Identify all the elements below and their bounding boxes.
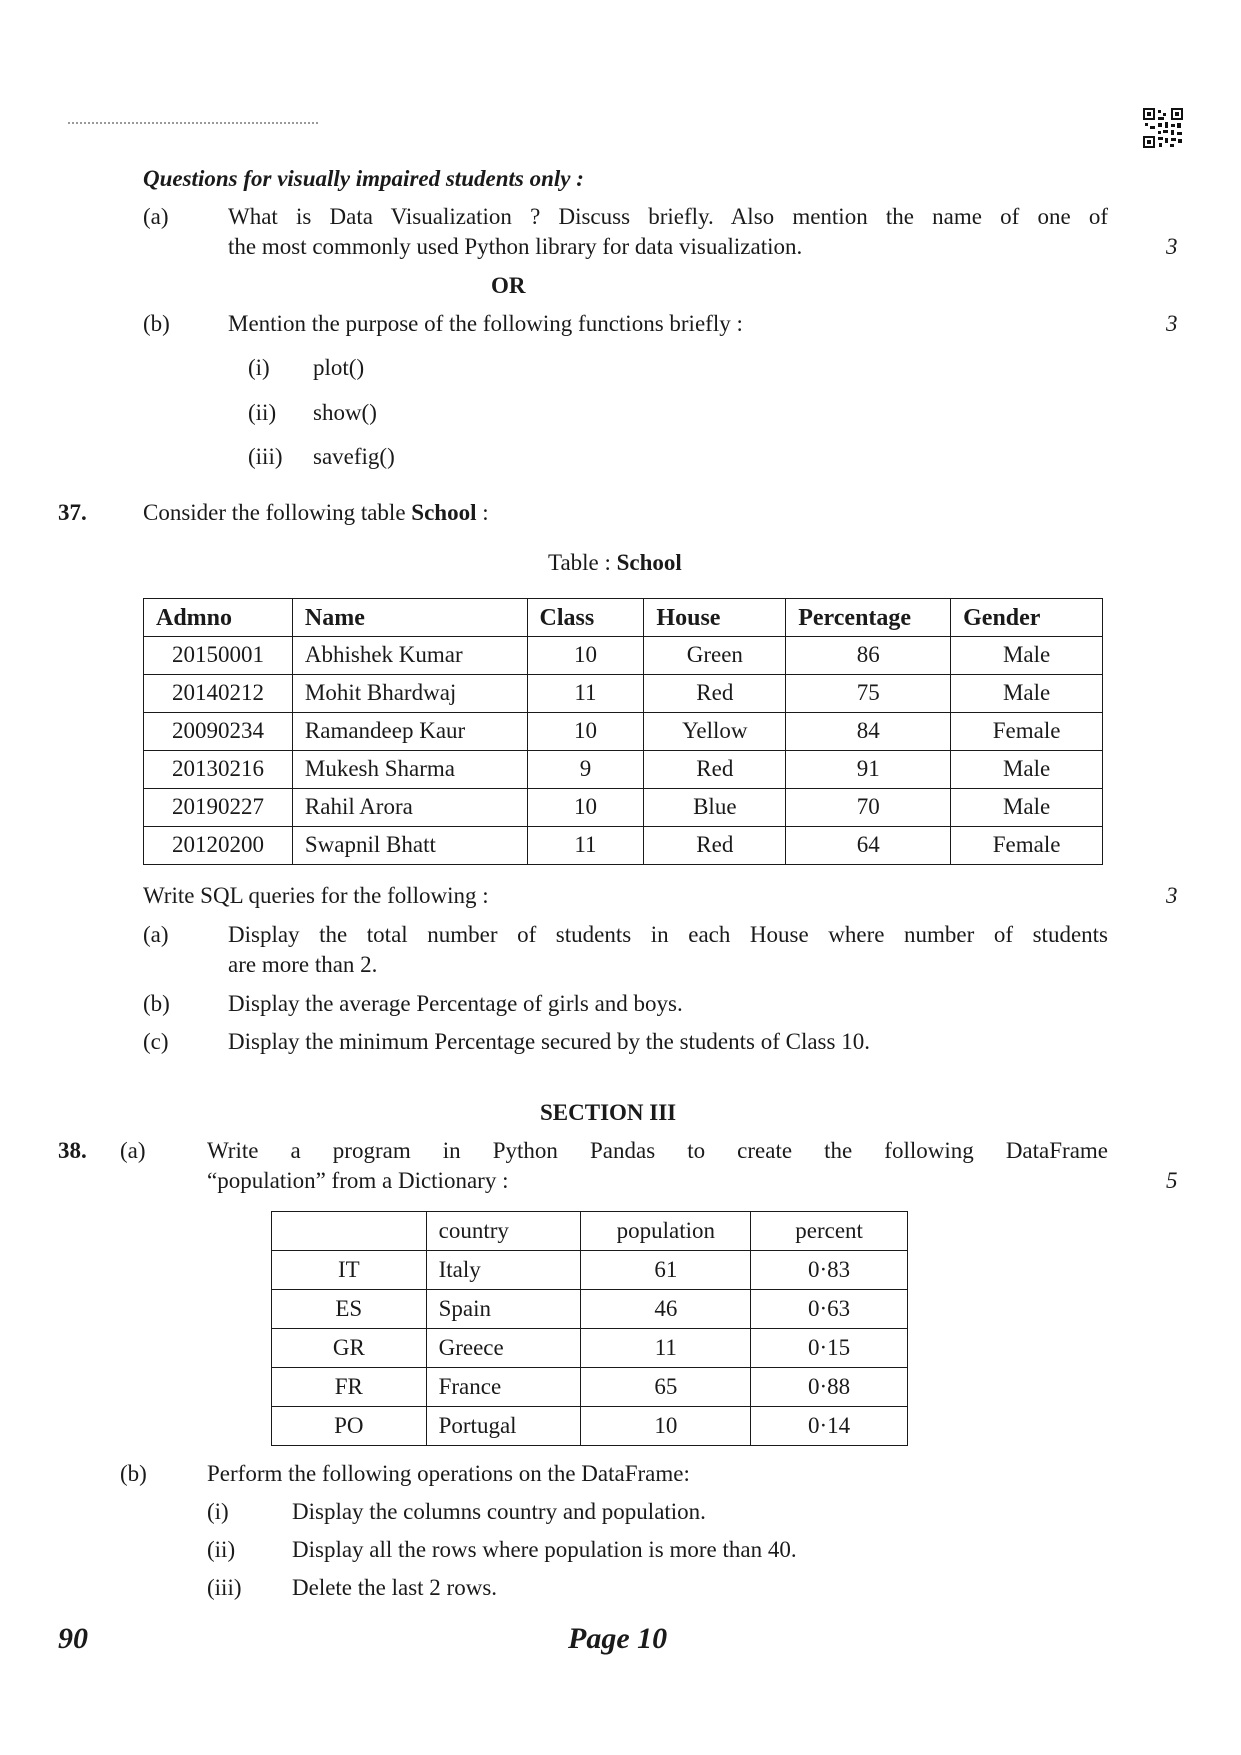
header-rule [68,122,318,124]
paper-code: 90 [58,1622,88,1655]
q37-part-text: Display the total number of students in each House where number of students [228,922,1108,947]
table-header-row [272,1212,908,1251]
table-header-row [144,599,1103,637]
cell-population: 46 [581,1290,751,1329]
q37-part-label: (a) [143,922,169,947]
vi-a-label: (a) [143,204,169,229]
q38-a-line1: Write a program in Python Pandas to create the following DataFrame [207,1138,1108,1163]
vi-b-text: Mention the purpose of the following functions briefly : [228,311,743,336]
q37-intro-post: : [476,500,489,525]
cell-percent: 0·83 [751,1251,908,1290]
vi-a-line2: the most commonly used Python library for data visualization. [228,234,803,259]
cell-index: PO [272,1407,427,1446]
cell-population: 61 [581,1251,751,1290]
q38-number: 38. [58,1138,87,1163]
column-header: Class [527,599,644,637]
vi-b-item-num: (ii) [248,400,277,425]
cell-country: Spain [426,1290,581,1329]
cell-name: Swapnil Bhatt [292,827,527,865]
table-row [272,1329,908,1368]
cell-gender: Male [951,675,1103,713]
vi-heading: Questions for visually impaired students only : [143,166,584,191]
cell-house: Red [644,751,786,789]
cell-index: ES [272,1290,427,1329]
cell-house: Red [644,827,786,865]
cell-country: Portugal [426,1407,581,1446]
cell-admno: 20140212 [144,675,293,713]
cell-class: 10 [527,789,644,827]
cell-house: Green [644,637,786,675]
cell-population: 65 [581,1368,751,1407]
cell-class: 11 [527,675,644,713]
table-row [272,1368,908,1407]
cell-class: 10 [527,637,644,675]
q37-part-label: (c) [143,1029,169,1054]
cell-percentage: 91 [786,751,951,789]
cell-name: Ramandeep Kaur [292,713,527,751]
cell-index: IT [272,1251,427,1290]
cell-country: France [426,1368,581,1407]
cell-population: 11 [581,1329,751,1368]
q38-b-item-text: Display all the rows where population is more than 40. [292,1537,797,1562]
cell-percent: 0·88 [751,1368,908,1407]
vi-b-label: (b) [143,311,170,336]
cell-name: Abhishek Kumar [292,637,527,675]
table-row [272,1251,908,1290]
cell-admno: 20150001 [144,637,293,675]
column-header: Percentage [786,599,951,637]
population-dataframe-table [271,1211,908,1446]
column-header: Admno [144,599,293,637]
cell-class: 11 [527,827,644,865]
table-row [272,1290,908,1329]
vi-or: OR [491,273,526,298]
q37-write-sql: Write SQL queries for the following : [143,883,489,908]
cell-house: Blue [644,789,786,827]
cell-index: GR [272,1329,427,1368]
cell-percentage: 86 [786,637,951,675]
q38-a-marks: 5 [1166,1168,1178,1193]
cell-class: 10 [527,713,644,751]
cell-population: 10 [581,1407,751,1446]
cell-percentage: 70 [786,789,951,827]
q37-part-label: (b) [143,991,170,1016]
cell-gender: Male [951,637,1103,675]
cell-house: Yellow [644,713,786,751]
page-number: Page 10 [568,1622,668,1655]
table-row [272,1407,908,1446]
q37-marks: 3 [1166,883,1178,908]
table-row [144,751,1103,789]
q38-a-label: (a) [120,1138,146,1163]
cell-admno: 20120200 [144,827,293,865]
school-table [143,598,1103,865]
section-title: SECTION III [540,1100,677,1125]
q38-b-item-text: Display the columns country and population. [292,1499,706,1524]
table-row [144,827,1103,865]
q38-b-item-text: Delete the last 2 rows. [292,1575,498,1600]
cell-house: Red [644,675,786,713]
cell-percentage: 75 [786,675,951,713]
cell-name: Rahil Arora [292,789,527,827]
cell-index: FR [272,1368,427,1407]
column-header: House [644,599,786,637]
q38-b-text: Perform the following operations on the DataFrame: [207,1461,690,1486]
vi-b-item-text: plot() [313,355,365,380]
column-header-index [272,1212,427,1251]
cell-gender: Male [951,789,1103,827]
column-header: percent [751,1212,908,1251]
q37-number: 37. [58,500,87,525]
table-row [144,713,1103,751]
vi-b-marks: 3 [1166,311,1178,336]
q38-b-item-num: (iii) [207,1575,242,1600]
vi-b-item-text: savefig() [313,444,395,469]
cell-gender: Female [951,827,1103,865]
cell-percent: 0·15 [751,1329,908,1368]
q38-a-line2: “population” from a Dictionary : [207,1168,509,1193]
column-header: Gender [951,599,1103,637]
cell-name: Mohit Bhardwaj [292,675,527,713]
qr-code-icon [1143,108,1183,148]
table-row [144,789,1103,827]
table-row [144,637,1103,675]
vi-a-line1: What is Data Visualization ? Discuss briefly. Also mention the name of one of [228,204,1108,229]
column-header: population [581,1212,751,1251]
q37-intro-table-name: School [411,500,477,525]
cell-admno: 20090234 [144,713,293,751]
cell-percent: 0·14 [751,1407,908,1446]
vi-b-item-num: (iii) [248,444,283,469]
caption-table-name: School [616,550,682,575]
q38-b-item-num: (ii) [207,1537,236,1562]
cell-class: 9 [527,751,644,789]
q37-intro-pre: Consider the following table [143,500,412,525]
table-row [144,675,1103,713]
cell-gender: Female [951,713,1103,751]
column-header: Name [292,599,527,637]
q37-table-caption [548,549,682,578]
vi-b-item-num: (i) [248,355,270,380]
q37-part-text-cont: are more than 2. [228,952,378,977]
cell-percentage: 84 [786,713,951,751]
cell-admno: 20190227 [144,789,293,827]
cell-percentage: 64 [786,827,951,865]
vi-a-marks: 3 [1166,234,1178,259]
cell-name: Mukesh Sharma [292,751,527,789]
cell-percent: 0·63 [751,1290,908,1329]
cell-admno: 20130216 [144,751,293,789]
caption-prefix: Table : [548,550,617,575]
q37-part-text: Display the average Percentage of girls and boys. [228,991,683,1016]
q37-part-text: Display the minimum Percentage secured by the students of Class 10. [228,1029,870,1054]
cell-country: Italy [426,1251,581,1290]
q38-b-item-num: (i) [207,1499,229,1524]
q37-intro [143,499,489,528]
cell-country: Greece [426,1329,581,1368]
column-header: country [426,1212,581,1251]
q38-b-label: (b) [120,1461,147,1486]
cell-gender: Male [951,751,1103,789]
vi-b-item-text: show() [313,400,377,425]
